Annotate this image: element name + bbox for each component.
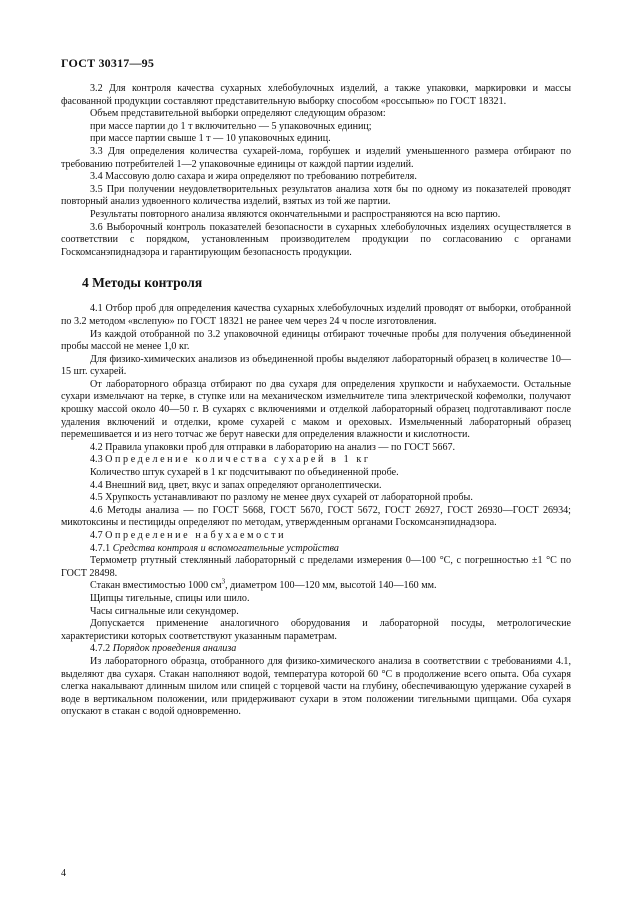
- paragraph-3-5-results: Результаты повторного анализа являются окончательными и распространяются на всю партию.: [90, 208, 501, 220]
- paragraph-tongs: Щипцы тигельные, спицы или шило.: [90, 592, 250, 604]
- beaker-dimensions: , диаметром 100—120 мм, высотой 140—160 мм.: [225, 580, 437, 592]
- paragraph-4-7-heading: [61, 530, 571, 543]
- document-header: ГОСТ 30317—95: [61, 56, 155, 70]
- paragraph-3-3: 3.3 Для определения количества сухарей-лома, горбушек и изделий уменьшенного размера отбирают по требованию потребителей 1—2 упаковочные единицы от каждой партии изделий.: [61, 145, 571, 170]
- section-heading-4: 4 Методы контроля: [82, 275, 203, 291]
- paragraph-4-1-pooled-sample: Из каждой отобранной по 3.2 упаковочной единицы отбирают точечные пробы для получения объединенной пробы массой не менее 1,0 кг.: [61, 328, 571, 353]
- paragraph-beaker: [61, 580, 571, 593]
- clause-number: 4.3: [90, 454, 103, 466]
- clause-title-italic: Средства контроля и вспомогательные устройства: [112, 542, 339, 554]
- paragraph-3-4: 3.4 Массовую долю сахара и жира определяют по требованию потребителя.: [90, 171, 417, 183]
- paragraph-3-2-sample-volume: Объем представительной выборки определяют следующим образом:: [90, 108, 386, 120]
- paragraph-4-1: 4.1 Отбор проб для определения качества сухарных хлебобулочных изделий проводят от выборки, отобранной по 3.2 методом «вслепую» по ГОСТ 18321 не ранее чем через 24 ч после изготовления.: [61, 303, 571, 327]
- paragraph-4-7-2-procedure: Из лабораторного образца, отобранного для физико-химического анализа в соответствии с требованиями 4.1, выделяют два сухаря. Стакан наполняют водой, температура которой 60 °С в продолжение всего опыта. Оба сухаря слегка накалывают длинным шилом или спицей с торцевой части на глубину, обеспечивающую удержание сухарей в воде в вертикальном положении, или придерживают сухари в этом положении тигельными щипцами. Оба сухаря опускают в стакан с водой одновременно.: [61, 655, 571, 718]
- paragraph-3-2: 3.2 Для контроля качества сухарных хлебобулочных изделий, а также упаковки, маркировки и массы фасованной продукции составляют представительную выборку способом «россыпью» по ГОСТ 18321.: [61, 83, 571, 107]
- paragraph-4-2: 4.2 Правила упаковки проб для отправки в лабораторию на анализ — по ГОСТ 5667.: [90, 441, 456, 453]
- paragraph-4-1-lab-sample: Для физико-химических анализов из объединенной пробы выделяют лабораторный образец в количестве 10—15 шт. сухарей.: [61, 353, 571, 378]
- paragraph-4-7-2-heading: [61, 643, 571, 656]
- clause-title-spaced: Определение набухаемости: [105, 530, 287, 541]
- page-number: 4: [61, 868, 66, 879]
- paragraph-equivalent-equipment: Допускается применение аналогичного оборудования и лабораторной посуды, метрологические характеристики которых соответствуют указанным параметрам.: [61, 618, 571, 642]
- paragraph-4-4: 4.4 Внешний вид, цвет, вкус и запах определяют органолептически.: [90, 479, 382, 491]
- cubic-superscript: 3: [221, 578, 226, 587]
- paragraph-timer: Часы сигнальные или секундомер.: [90, 605, 239, 617]
- paragraph-3-5: 3.5 При получении неудовлетворительных результатов анализа хотя бы по одному из показателей проводят повторный анализ удвоенного количества изделий, взятых из той же партии.: [61, 183, 571, 208]
- paragraph-3-2-large-batch: при массе партии свыше 1 т — 10 упаковочных единиц.: [90, 133, 331, 145]
- paragraph-4-3-heading: [61, 454, 571, 467]
- clause-title-italic: Порядок проведения анализа: [112, 643, 237, 655]
- paragraph-4-6: 4.6 Методы анализа — по ГОСТ 5668, ГОСТ 5670, ГОСТ 5672, ГОСТ 26927, ГОСТ 26930—ГОСТ 26934; микотоксины и пестициды определяют по методам, утвержденным органами Госкомсанэпиднадзора.: [61, 504, 571, 529]
- beaker-text: Стакан вместимостью 1000 см: [90, 580, 222, 592]
- paragraph-3-6: 3.6 Выборочный контроль показателей безопасности в сухарных хлебобулочных изделиях осуществляется в соответствии с порядком, установленным производителем продукции по согласованию с органами Госкомсанэпиднадзора и гарантирующим безопасность продукции.: [61, 221, 571, 258]
- clause-number: 4.7.1: [90, 542, 111, 554]
- clause-number: 4.7: [90, 530, 103, 541]
- page-content: [61, 83, 571, 719]
- clause-title-spaced: Определение количества сухарей в 1 кг: [105, 454, 371, 466]
- paragraph-4-7-1-heading: [61, 543, 571, 556]
- paragraph-3-2-small-batch: при массе партии до 1 т включительно — 5 упаковочных единиц;: [90, 120, 372, 132]
- paragraph-thermometer: Термометр ртутный стеклянный лабораторный с пределами измерения 0—100 °С, с погрешностью ±1 °С по ГОСТ 28498.: [61, 555, 571, 579]
- paragraph-4-1-preparation: От лабораторного образца отбирают по два сухаря для определения хрупкости и набухаемости. Остальные сухари измельчают на терке, в ступке или на механическом измельчителе типа электрической кофемолки, получают крошку массой около 40—50 г. В сухарях с включениями и отделкой лабораторный образец подготавливают после удаления включений и отделки, кроме сухарей с маком и ореховых. Измельченный лабораторный образец перемешивается и из него тотчас же берут навески для определения влажности и кислотности.: [61, 378, 571, 441]
- paragraph-4-5: 4.5 Хрупкость устанавливают по разлому не менее двух сухарей от лабораторной пробы.: [90, 492, 473, 504]
- paragraph-4-3-count: Количество штук сухарей в 1 кг подсчитывают по объединенной пробе.: [90, 467, 399, 479]
- clause-number: 4.7.2: [90, 643, 111, 655]
